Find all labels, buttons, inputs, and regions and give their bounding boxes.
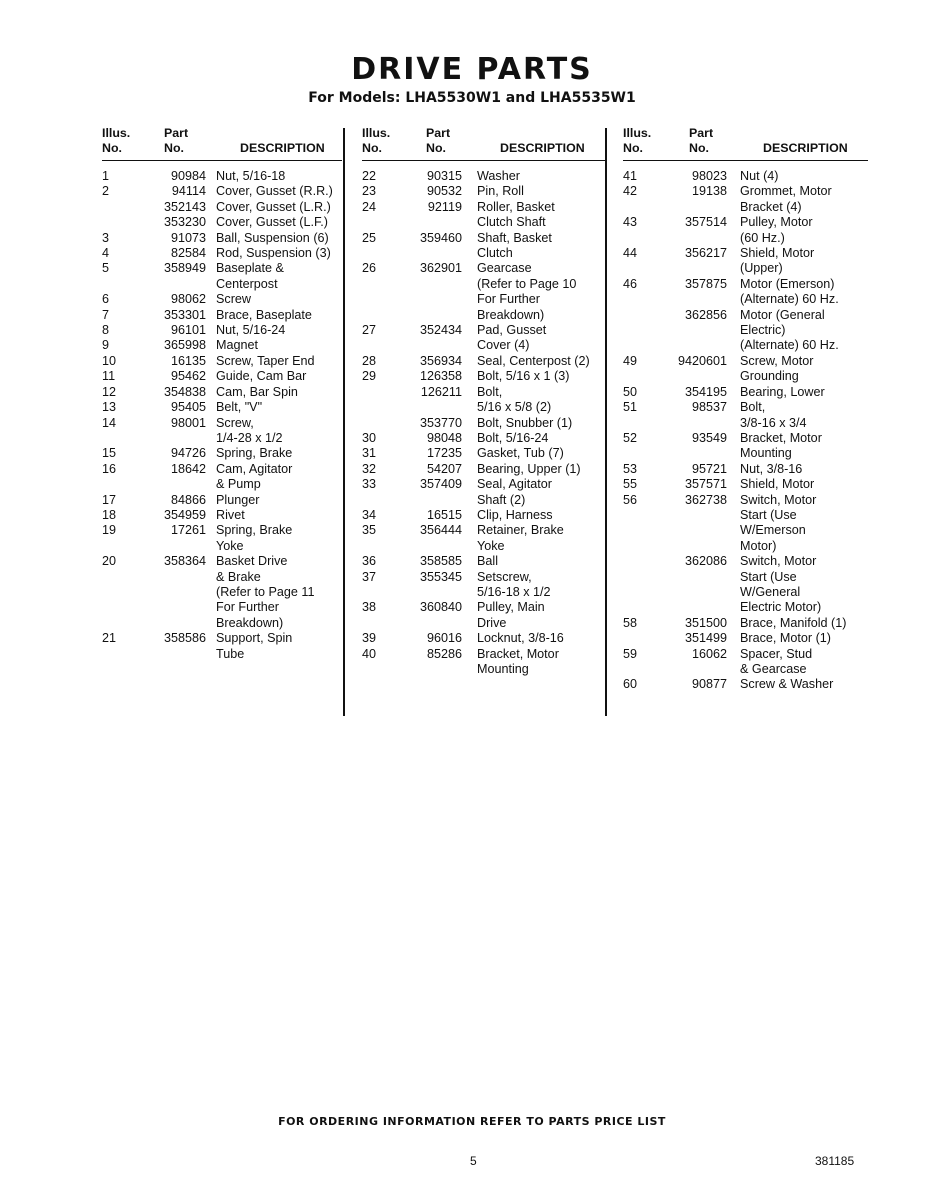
part-number: 54207 xyxy=(426,461,462,476)
part-row xyxy=(362,570,607,601)
part-row xyxy=(362,647,607,678)
illus-number: 18 xyxy=(102,507,117,522)
part-row xyxy=(623,308,868,354)
illus-number: 13 xyxy=(102,400,117,415)
part-description: Bolt, 5/16-24 xyxy=(477,430,549,445)
part-row xyxy=(623,647,868,678)
part-description: Nut, 3/8-16 xyxy=(740,461,803,476)
part-description: Washer xyxy=(477,169,520,183)
part-row xyxy=(102,523,342,554)
part-description: Shaft, Basket Clutch xyxy=(477,230,552,261)
illus-number: 42 xyxy=(623,184,638,199)
illus-no-header: Illus. No. xyxy=(362,126,391,155)
part-row xyxy=(102,200,342,215)
part-number: 92119 xyxy=(427,199,462,214)
illus-number: 39 xyxy=(362,631,377,646)
part-number: 353230 xyxy=(163,215,206,230)
part-number: 354959 xyxy=(163,507,206,522)
part-description: Bearing, Lower xyxy=(740,384,825,399)
illus-number: 38 xyxy=(362,600,377,615)
part-row xyxy=(362,416,607,431)
part-number: 16515 xyxy=(426,507,462,522)
illus-number: 50 xyxy=(623,384,638,399)
part-row xyxy=(362,446,607,461)
illus-number: 16 xyxy=(102,461,117,476)
part-row xyxy=(362,169,607,184)
part-description: Baseplate & Centerpost xyxy=(216,261,284,291)
part-description: Screw, 1/4-28 x 1/2 xyxy=(216,415,283,445)
part-number: 94726 xyxy=(170,446,206,461)
part-number: 84866 xyxy=(170,492,206,507)
part-description: Seal, Agitator Shaft (2) xyxy=(477,477,552,507)
illus-number: 30 xyxy=(362,430,377,445)
part-row xyxy=(102,246,342,261)
part-row xyxy=(102,400,342,415)
part-row xyxy=(102,215,342,230)
part-number: 98062 xyxy=(170,292,206,307)
part-row xyxy=(102,308,342,323)
part-number: 354195 xyxy=(684,384,727,399)
part-description: Switch, Motor Start (Use W/General Electric Motor) xyxy=(740,554,822,615)
part-number: 358949 xyxy=(163,261,206,276)
illus-number: 29 xyxy=(362,369,377,384)
part-description: Cam, Bar Spin xyxy=(216,384,298,399)
part-description: Cover, Gusset (L.F.) xyxy=(216,215,328,230)
part-description: Bracket, Motor Mounting xyxy=(740,430,822,461)
part-row xyxy=(102,462,342,493)
part-number: 353301 xyxy=(163,307,206,322)
part-number: 358364 xyxy=(163,554,206,569)
part-row xyxy=(623,215,868,246)
part-number: 126211 xyxy=(420,384,462,399)
part-number: 94114 xyxy=(171,184,206,199)
part-number: 357875 xyxy=(684,276,727,291)
column-divider xyxy=(343,128,345,716)
part-row xyxy=(362,354,607,369)
illus-number: 19 xyxy=(102,523,117,538)
part-description: Brace, Motor (1) xyxy=(740,631,831,646)
illus-number: 28 xyxy=(362,353,377,368)
part-description: Bolt, 5/16 x 5/8 (2) xyxy=(477,384,552,415)
column-divider xyxy=(605,128,607,716)
illus-number: 56 xyxy=(623,492,638,507)
ordering-footer: FOR ORDERING INFORMATION REFER TO PARTS PRICE LIST xyxy=(278,1115,666,1128)
illus-number: 14 xyxy=(102,415,117,430)
models-subtitle: For Models: LHA5530W1 and LHA5535W1 xyxy=(308,90,636,106)
part-description: Brace, Baseplate xyxy=(216,307,312,322)
part-description: Bearing, Upper (1) xyxy=(477,461,581,476)
part-number: 352434 xyxy=(419,323,462,338)
part-description: Shield, Motor xyxy=(740,477,815,492)
part-description: Motor (General Electric) (Alternate) 60 Hz. xyxy=(740,307,839,353)
part-row xyxy=(362,385,607,416)
part-description: Ball xyxy=(477,554,498,569)
part-number: 353770 xyxy=(419,415,462,430)
part-number: 358585 xyxy=(419,554,462,569)
part-row xyxy=(623,400,868,431)
part-row xyxy=(362,477,607,508)
illus-number: 23 xyxy=(362,184,377,199)
part-number: 358586 xyxy=(163,631,206,646)
description-header: DESCRIPTION xyxy=(763,141,848,155)
part-row xyxy=(102,508,342,523)
part-row xyxy=(623,385,868,400)
part-description: Plunger xyxy=(216,492,260,507)
illus-number: 12 xyxy=(102,384,117,399)
part-row xyxy=(362,261,607,323)
part-row xyxy=(362,523,607,554)
illus-no-header: Illus. No. xyxy=(623,126,652,155)
part-row xyxy=(623,493,868,555)
part-description: Spacer, Stud & Gearcase xyxy=(740,646,813,676)
illus-number: 11 xyxy=(102,369,116,384)
part-description: Brace, Manifold (1) xyxy=(740,615,847,630)
part-description: Cam, Agitator & Pump xyxy=(216,461,293,492)
part-description: Support, Spin Tube xyxy=(216,631,293,661)
part-number: 19138 xyxy=(691,184,727,199)
part-row xyxy=(623,477,868,492)
part-description: Grommet, Motor Bracket (4) xyxy=(740,184,832,214)
part-row xyxy=(362,631,607,646)
part-number: 356444 xyxy=(419,523,462,538)
part-row xyxy=(623,554,868,616)
illus-number: 58 xyxy=(623,615,638,630)
part-row xyxy=(102,323,342,338)
part-description: Screw, Taper End xyxy=(216,353,315,368)
part-row xyxy=(623,616,868,631)
part-row xyxy=(102,416,342,447)
part-description: Bracket, Motor Mounting xyxy=(477,646,559,676)
part-number: 98048 xyxy=(426,430,462,445)
part-row xyxy=(623,246,868,277)
illus-number: 3 xyxy=(102,230,110,245)
illus-number: 32 xyxy=(362,461,377,476)
part-number: 351499 xyxy=(684,631,727,646)
part-description: Pin, Roll xyxy=(477,184,524,199)
part-description: Seal, Centerpost (2) xyxy=(477,353,590,368)
part-number: 90877 xyxy=(691,677,727,692)
part-number: 354838 xyxy=(163,384,206,399)
illus-number: 21 xyxy=(102,631,117,646)
part-number: 95721 xyxy=(691,461,727,476)
part-row xyxy=(102,446,342,461)
part-row xyxy=(362,600,607,631)
part-row xyxy=(623,277,868,308)
illus-number: 49 xyxy=(623,353,638,368)
part-description: Pulley, Main Drive xyxy=(477,600,545,630)
illus-number: 9 xyxy=(102,338,110,353)
part-number: 356934 xyxy=(419,353,462,368)
illus-number: 35 xyxy=(362,523,377,538)
part-row xyxy=(362,323,607,354)
part-description: Rod, Suspension (3) xyxy=(216,246,331,261)
part-row xyxy=(102,554,342,631)
illus-number: 10 xyxy=(102,353,117,368)
part-description: Basket Drive & Brake (Refer to Page 11 For Further Breakdown) xyxy=(216,554,315,630)
part-row xyxy=(623,184,868,215)
part-no-header: Part No. xyxy=(426,126,451,155)
part-description: Locknut, 3/8-16 xyxy=(477,631,564,646)
illus-number: 34 xyxy=(362,507,377,522)
part-description: Spring, Brake Yoke xyxy=(216,523,293,553)
parts-column-2 xyxy=(362,126,607,677)
part-no-header: Part No. xyxy=(164,126,189,155)
illus-number: 7 xyxy=(102,307,110,322)
illus-number: 60 xyxy=(623,677,638,692)
illus-number: 5 xyxy=(102,261,110,276)
illus-number: 40 xyxy=(362,646,377,661)
part-number: 96016 xyxy=(426,631,462,646)
illus-number: 25 xyxy=(362,230,377,245)
part-number: 18642 xyxy=(170,461,206,476)
part-number: 357514 xyxy=(684,215,727,230)
part-row xyxy=(102,631,342,662)
illus-number: 51 xyxy=(623,400,638,415)
part-description: Belt, "V" xyxy=(216,400,263,415)
part-row xyxy=(623,677,868,692)
illus-number: 4 xyxy=(102,246,110,261)
part-description: Magnet xyxy=(216,338,259,353)
part-row xyxy=(102,292,342,307)
part-number: 93549 xyxy=(691,430,727,445)
part-number: 362086 xyxy=(684,554,727,569)
part-row xyxy=(362,184,607,199)
part-row xyxy=(102,338,342,353)
parts-column-1 xyxy=(102,126,342,662)
illus-no-header: Illus. No. xyxy=(102,126,131,155)
part-row xyxy=(102,231,342,246)
part-row xyxy=(102,493,342,508)
part-description: Bolt, 5/16 x 1 (3) xyxy=(477,369,570,384)
part-description: Pulley, Motor (60 Hz.) xyxy=(740,215,813,245)
part-number: 360840 xyxy=(419,600,462,615)
part-row xyxy=(623,354,868,385)
description-header: DESCRIPTION xyxy=(240,141,325,155)
illus-number: 46 xyxy=(623,276,638,291)
part-number: 95462 xyxy=(170,369,206,384)
illus-number: 31 xyxy=(362,446,377,461)
illus-number: 26 xyxy=(362,261,377,276)
part-row xyxy=(362,462,607,477)
part-description: Screw xyxy=(216,292,251,307)
part-row xyxy=(102,169,342,184)
part-description: Bolt, Snubber (1) xyxy=(477,415,573,430)
illus-number: 6 xyxy=(102,292,110,307)
part-number: 17235 xyxy=(426,446,462,461)
illus-number: 15 xyxy=(102,446,117,461)
illus-number: 1 xyxy=(102,169,110,183)
illus-number: 41 xyxy=(623,169,638,183)
part-description: Nut, 5/16-24 xyxy=(216,323,286,338)
part-row xyxy=(623,462,868,477)
part-description: Spring, Brake xyxy=(216,446,293,461)
part-description: Gasket, Tub (7) xyxy=(477,446,564,461)
part-description: Screw & Washer xyxy=(740,677,834,692)
illus-number: 43 xyxy=(623,215,638,230)
part-description: Gearcase (Refer to Page 10 For Further Breakdown) xyxy=(477,261,577,322)
part-number: 82584 xyxy=(170,246,206,261)
part-row xyxy=(102,369,342,384)
illus-number: 52 xyxy=(623,430,638,445)
part-number: 98001 xyxy=(170,415,206,430)
part-number: 98023 xyxy=(691,169,727,183)
part-description: Setscrew, 5/16-18 x 1/2 xyxy=(477,569,551,599)
part-row xyxy=(623,431,868,462)
part-row xyxy=(362,231,607,262)
part-description: Nut, 5/16-18 xyxy=(216,169,286,183)
part-row xyxy=(102,184,342,199)
part-number: 362738 xyxy=(684,492,727,507)
part-description: Nut (4) xyxy=(740,169,779,183)
part-number: 90315 xyxy=(426,169,462,183)
part-number: 126358 xyxy=(419,369,462,384)
column-header xyxy=(623,126,868,161)
illus-number: 24 xyxy=(362,199,377,214)
illus-number: 44 xyxy=(623,246,638,261)
illus-number: 33 xyxy=(362,477,377,492)
part-row xyxy=(362,431,607,446)
illus-number: 59 xyxy=(623,646,638,661)
part-row xyxy=(362,554,607,569)
part-number: 9420601 xyxy=(677,353,727,368)
part-row xyxy=(102,261,342,292)
illus-number: 20 xyxy=(102,554,117,569)
part-description: Shield, Motor (Upper) xyxy=(740,246,815,276)
part-description: Cover, Gusset (R.R.) xyxy=(216,184,333,199)
part-description: Guide, Cam Bar xyxy=(216,369,307,384)
part-row xyxy=(102,354,342,369)
part-number: 365998 xyxy=(163,338,206,353)
part-number: 17261 xyxy=(170,523,206,538)
part-number: 98537 xyxy=(691,400,727,415)
page-title: DRIVE PARTS xyxy=(351,52,593,87)
illus-number: 17 xyxy=(102,492,117,507)
part-number: 362856 xyxy=(684,307,727,322)
illus-number: 27 xyxy=(362,323,377,338)
part-row xyxy=(102,385,342,400)
part-description: Roller, Basket Clutch Shaft xyxy=(477,199,555,230)
part-description: Motor (Emerson) (Alternate) 60 Hz. xyxy=(740,276,839,307)
part-number: 357409 xyxy=(419,477,462,492)
document-number: 381185 xyxy=(815,1154,855,1168)
illus-number: 55 xyxy=(623,477,638,492)
illus-number: 53 xyxy=(623,461,638,476)
part-number: 96101 xyxy=(170,323,206,338)
description-header: DESCRIPTION xyxy=(500,141,585,155)
part-number: 356217 xyxy=(684,246,727,261)
part-description: Pad, Gusset Cover (4) xyxy=(477,323,547,353)
part-row xyxy=(362,200,607,231)
part-row xyxy=(623,169,868,184)
page-number: 5 xyxy=(470,1154,477,1168)
part-number: 362901 xyxy=(419,261,462,276)
parts-column-3 xyxy=(623,126,868,693)
part-description: Screw, Motor Grounding xyxy=(740,353,814,384)
illus-number: 2 xyxy=(102,184,110,199)
part-row xyxy=(362,508,607,523)
part-number: 16062 xyxy=(691,646,727,661)
part-number: 90984 xyxy=(170,169,206,183)
part-row xyxy=(362,369,607,384)
column-header xyxy=(362,126,607,161)
part-number: 91073 xyxy=(170,230,206,245)
part-description: Clip, Harness xyxy=(477,507,553,522)
part-row xyxy=(623,631,868,646)
part-description: Bolt, 3/8-16 x 3/4 xyxy=(740,400,807,430)
part-number: 95405 xyxy=(170,400,206,415)
part-number: 359460 xyxy=(419,230,462,245)
part-description: Rivet xyxy=(216,507,245,522)
part-no-header: Part No. xyxy=(689,126,714,155)
part-number: 16135 xyxy=(170,353,206,368)
part-number: 85286 xyxy=(426,646,462,661)
illus-number: 8 xyxy=(102,323,110,338)
part-description: Switch, Motor Start (Use W/Emerson Motor) xyxy=(740,492,817,553)
illus-number: 37 xyxy=(362,569,377,584)
part-description: Cover, Gusset (L.R.) xyxy=(216,199,331,214)
illus-number: 36 xyxy=(362,554,377,569)
part-number: 352143 xyxy=(163,199,206,214)
part-number: 351500 xyxy=(684,615,727,630)
part-number: 357571 xyxy=(684,477,727,492)
part-description: Retainer, Brake Yoke xyxy=(477,523,564,553)
column-header xyxy=(102,126,342,161)
part-number: 355345 xyxy=(419,569,462,584)
part-number: 90532 xyxy=(426,184,462,199)
illus-number: 22 xyxy=(362,169,377,183)
part-description: Ball, Suspension (6) xyxy=(216,230,329,245)
